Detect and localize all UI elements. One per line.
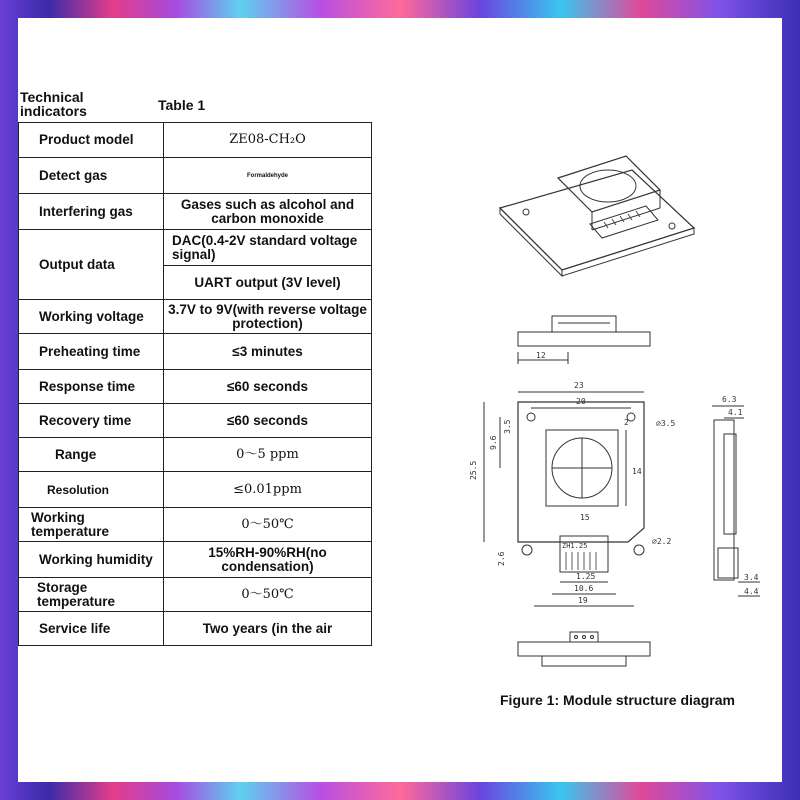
table-row (19, 508, 372, 542)
dim-label: 4.1 (728, 408, 743, 417)
table-row (19, 300, 372, 334)
row-label: Product model (19, 123, 164, 158)
row-label: Response time (19, 370, 164, 404)
row-value: ≤60 seconds (164, 370, 372, 404)
row-label: Preheating time (19, 334, 164, 370)
row-value: ≤3 minutes (164, 334, 372, 370)
dim-label: 23 (574, 381, 584, 390)
row-label: Resolution (19, 472, 164, 508)
right-side-view (712, 395, 760, 596)
row-value: 0～50℃ (164, 578, 372, 612)
row-value: Two years (in the air (164, 612, 372, 646)
row-value: 0～50℃ (164, 508, 372, 542)
row-label: Recovery time (19, 404, 164, 438)
row-label: Service life (19, 612, 164, 646)
table-row (19, 194, 372, 230)
table-title: Table 1 (158, 97, 206, 113)
row-label: Range (19, 438, 164, 472)
dim-label: 2.6 (497, 551, 506, 566)
dim-label: 3.4 (744, 573, 759, 582)
row-value: ≤60 seconds (164, 404, 372, 438)
row-value: ZE08-CH₂O (164, 123, 372, 158)
row-label: Working humidity (19, 542, 164, 578)
row-value: Formaldehyde (164, 158, 372, 194)
technical-indicators-heading: Technical indicators (20, 89, 87, 119)
dim-label: 9.6 (489, 435, 498, 450)
row-label: Interfering gas (19, 194, 164, 230)
table-row (19, 612, 372, 646)
dim-label: ⌀2.2 (652, 537, 672, 546)
connector-label: ZH1.25 (562, 542, 588, 550)
row-label: Working voltage (19, 300, 164, 334)
row-value: DAC(0.4-2V standard voltage signal) (164, 230, 372, 266)
dim-label: 14 (632, 467, 642, 476)
row-value: 0～5 ppm (164, 438, 372, 472)
table-row (19, 334, 372, 370)
row-label: Output data (19, 230, 164, 300)
row-value: 3.7V to 9V(with reverse voltage protection) (164, 300, 372, 334)
dim-label: 2 (624, 418, 629, 427)
table-row (19, 438, 372, 472)
figure-caption: Figure 1: Module structure diagram (500, 692, 735, 708)
row-value: ≤0.01ppm (164, 472, 372, 508)
isometric-module-view (500, 156, 694, 276)
dim-label: 20 (576, 397, 586, 406)
table-row (19, 578, 372, 612)
dim-label: 6.3 (722, 395, 737, 404)
dim-label: 4.4 (744, 587, 759, 596)
dim-label: 3.5 (503, 419, 512, 434)
bottom-side-view (518, 632, 650, 666)
table-row (19, 158, 372, 194)
row-label: Working temperature (19, 508, 164, 542)
dim-label: 1.25 (576, 572, 596, 581)
top-side-view (518, 316, 650, 364)
dim-label: 12 (536, 351, 546, 360)
table-row (19, 230, 372, 266)
row-value-secondary: UART output (3V level) (164, 266, 372, 300)
table-row (19, 370, 372, 404)
row-value: Gases such as alcohol and carbon monoxide (164, 194, 372, 230)
module-structure-diagram (448, 138, 768, 678)
dim-label: 15 (580, 513, 590, 522)
dim-label: 25.5 (469, 460, 478, 480)
spec-table (18, 122, 372, 646)
table-row (19, 472, 372, 508)
dim-label: 10.6 (574, 584, 594, 593)
document-page (18, 18, 782, 782)
table-row (19, 542, 372, 578)
dim-label: 19 (578, 596, 588, 605)
row-label: Storage temperature (19, 578, 164, 612)
dim-label: ⌀3.5 (656, 419, 676, 428)
row-label: Detect gas (19, 158, 164, 194)
row-value: 15%RH-90%RH(no condensation) (164, 542, 372, 578)
table-row (19, 404, 372, 438)
front-view (469, 381, 675, 606)
table-row (19, 123, 372, 158)
